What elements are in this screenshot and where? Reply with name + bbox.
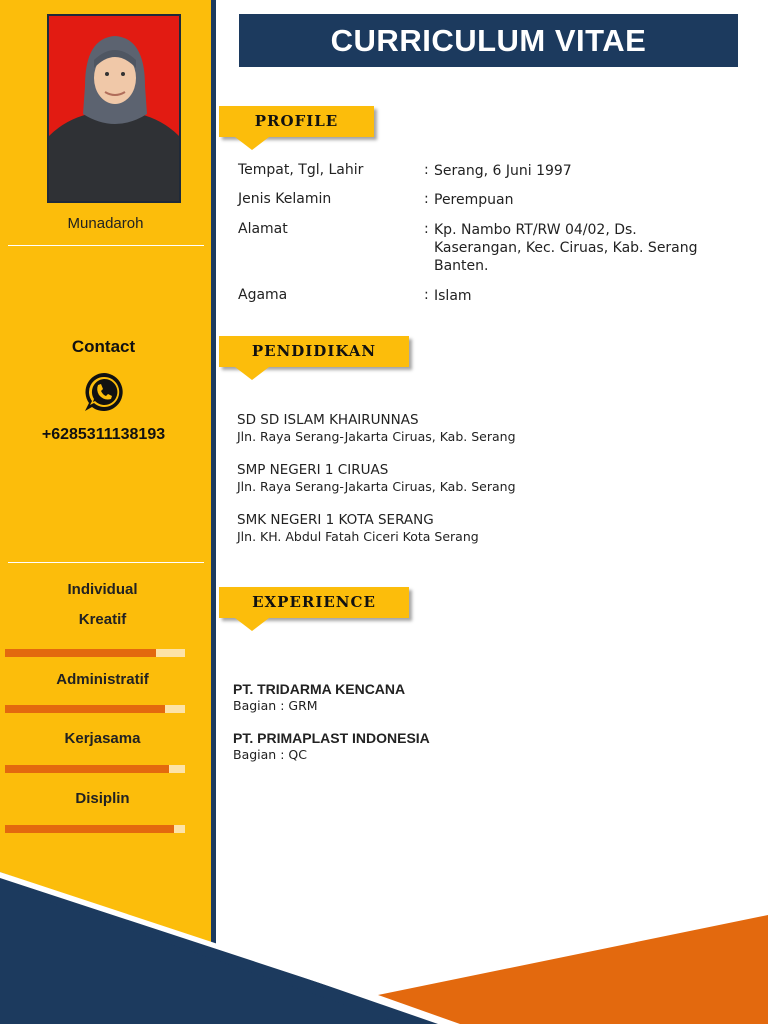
company-name: PT. TRIDARMA KENCANA	[233, 681, 406, 697]
page-title: CURRICULUM VITAE	[239, 14, 738, 67]
section-heading-education	[219, 336, 409, 367]
section-heading-experience	[219, 587, 409, 618]
profile-value: Kp. Nambo RT/RW 04/02, Ds. Kaserangan, Kec. Ciruas, Kab. Serang Banten.	[434, 222, 698, 274]
profile-value: Serang, 6 Juni 1997	[434, 163, 572, 179]
experience-item	[233, 730, 430, 762]
school-name: SMK NEGERI 1 KOTA SERANG	[237, 512, 434, 528]
skill-label: Administratif	[56, 671, 149, 688]
skill-bar-administratif	[5, 705, 185, 713]
skill-label: Kreatif	[78, 611, 127, 628]
profile-value: Islam	[434, 288, 472, 304]
school-address: Jln. Raya Serang-Jakarta Ciruas, Kab. Serang	[237, 429, 516, 444]
skill-bar-kerjasama	[5, 765, 185, 773]
skill-fill	[5, 765, 169, 773]
job-role: Bagian : GRM	[233, 698, 318, 713]
phone-number: +6285311138193	[41, 426, 166, 443]
sidebar-divider	[8, 562, 204, 563]
whatsapp-icon	[82, 370, 126, 414]
company-name: PT. PRIMAPLAST INDONESIA	[233, 730, 430, 746]
section-heading-label: PROFILE	[254, 112, 339, 130]
profile-label: Alamat	[238, 221, 288, 237]
skill-fill	[5, 705, 165, 713]
skill-bar-kreatif	[5, 649, 185, 657]
sidebar-divider	[8, 245, 204, 246]
job-role: Bagian : QC	[233, 747, 307, 762]
section-heading-profile	[219, 106, 374, 137]
profile-value: Perempuan	[434, 192, 514, 208]
school-name: SD SD ISLAM KHAIRUNNAS	[237, 412, 419, 428]
sidebar-edge	[211, 0, 216, 945]
contact-heading: Contact	[71, 337, 136, 356]
school-address: Jln. KH. Abdul Fatah Ciceri Kota Serang	[237, 529, 479, 544]
education-item	[237, 412, 516, 444]
profile-label: Jenis Kelamin	[238, 191, 332, 207]
education-item	[237, 512, 479, 544]
profile-label: Tempat, Tgl, Lahir	[238, 162, 364, 178]
skill-fill	[5, 825, 174, 833]
skill-bar-disiplin	[5, 825, 185, 833]
person-name: Munadaroh	[67, 215, 144, 232]
profile-label: Agama	[238, 287, 288, 303]
profile-photo	[47, 14, 181, 203]
skill-label: Individual	[67, 581, 138, 598]
experience-item	[233, 681, 405, 713]
school-address: Jln. Raya Serang-Jakarta Ciruas, Kab. Serang	[237, 479, 516, 494]
education-item	[237, 462, 516, 494]
skill-label: Kerjasama	[64, 730, 141, 747]
skill-fill	[5, 649, 156, 657]
section-heading-label: PENDIDIKAN	[251, 342, 377, 360]
skill-label: Disiplin	[75, 790, 130, 807]
school-name: SMP NEGERI 1 CIRUAS	[237, 462, 389, 478]
section-heading-label: EXPERIENCE	[252, 593, 376, 611]
